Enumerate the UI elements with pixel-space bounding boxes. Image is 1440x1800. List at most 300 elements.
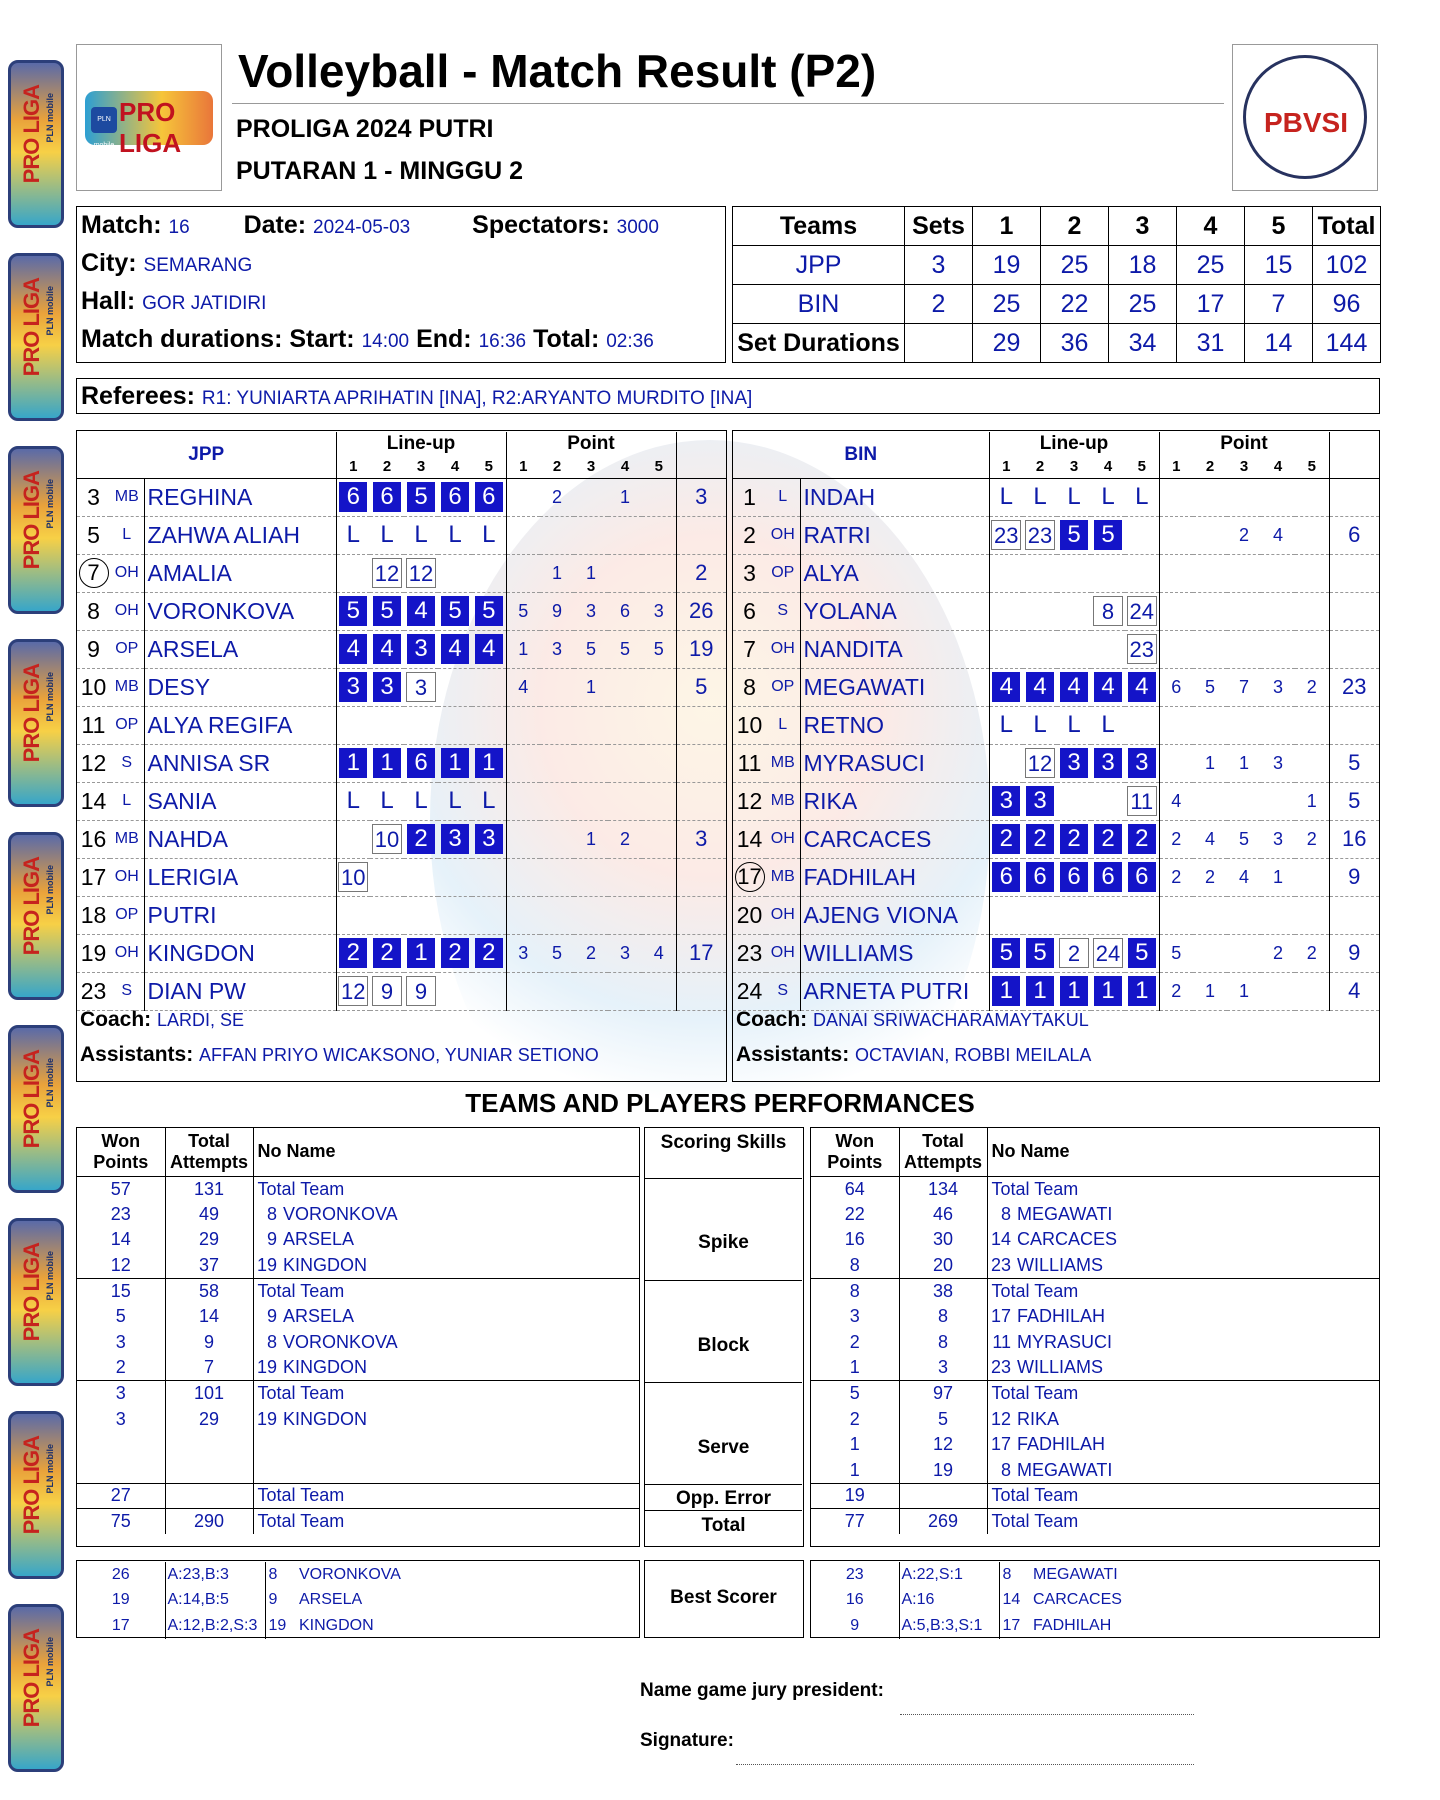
player-row [77, 782, 726, 820]
player-row [77, 592, 726, 630]
total-attempts: 14 [165, 1304, 253, 1330]
lineup-cell [404, 592, 438, 630]
total-attempts [899, 1483, 987, 1509]
durations-label: Match durations: Start: [81, 325, 355, 353]
best-scorer-name: ARSELA [299, 1591, 363, 1609]
perf-player-name: FADHILAH [1017, 1434, 1106, 1455]
lineup-cell [1023, 592, 1057, 630]
lineup-cell [472, 934, 506, 972]
team-b-lineup-table [733, 432, 1379, 1011]
rotation-position: 5 [475, 596, 503, 626]
hall-row [81, 287, 266, 316]
set-points [540, 972, 574, 1010]
pln-mobile-mark: PLN mobile [91, 107, 117, 133]
player-total-points [1329, 554, 1379, 592]
lineup-cell [1023, 516, 1057, 554]
won-points: 3 [77, 1330, 165, 1356]
lineup-cell [404, 478, 438, 516]
best-scorer-number: 19 [268, 1616, 287, 1634]
lineup-cell [472, 744, 506, 782]
lineup-cell [1023, 554, 1057, 592]
set-duration: 144 [1313, 324, 1381, 363]
rotation-position: 5 [1094, 520, 1122, 550]
perf-player-name: KINGDON [283, 1408, 368, 1429]
perf-row [77, 1202, 639, 1228]
set-points: 2 [1227, 516, 1261, 554]
lineup-cell [472, 896, 506, 934]
lineup-cell [1023, 858, 1057, 896]
lineup-cell [370, 934, 404, 972]
lineup-cell [1057, 820, 1091, 858]
lineup-set-number: 2 [370, 456, 404, 478]
point-set-number: 2 [1193, 456, 1227, 478]
set-points [1159, 706, 1193, 744]
total-attempts-header: Total Attempts [899, 1128, 987, 1176]
lineup-set-number: 1 [336, 456, 370, 478]
set-points: 1 [540, 554, 574, 592]
player-number-cell [733, 972, 766, 1010]
player-position: OH [766, 630, 800, 668]
set-points: 3 [506, 934, 540, 972]
player-total-points [676, 782, 726, 820]
set-points [540, 668, 574, 706]
best-scorer-label-box [644, 1560, 804, 1638]
player-number-cell [733, 554, 766, 592]
perf-player-name: WILLIAMS [1017, 1254, 1104, 1275]
signature-line[interactable] [736, 1764, 1194, 1765]
perf-player-name: RIKA [1017, 1408, 1060, 1429]
total-attempts: 20 [899, 1253, 987, 1279]
total-label: Total: [533, 325, 600, 353]
set-points: 4 [642, 934, 676, 972]
libero-mark: L [1033, 483, 1047, 510]
player-number: 6 [743, 597, 756, 624]
perf-player-name: Total Team [253, 1509, 639, 1535]
libero-mark: L [1033, 711, 1047, 738]
player-row [77, 934, 726, 972]
rotation-position: 5 [1060, 520, 1088, 550]
results-cell: 25 [1177, 246, 1245, 285]
rotation-position: 2 [339, 938, 367, 968]
proliga-logo-text: PRO LIGA [119, 97, 182, 158]
won-points: 19 [811, 1483, 899, 1509]
coach-name: DANAI SRIWACHARAMAYTAKUL [813, 1010, 1089, 1030]
lineup-cell [438, 934, 472, 972]
player-number-cell [733, 592, 766, 630]
set-points [1295, 554, 1329, 592]
rotation-position: 2 [441, 938, 469, 968]
player-number: 9 [87, 635, 100, 662]
total-time: 02:36 [606, 331, 654, 352]
player-name: NANDITA [800, 630, 989, 668]
player-total-points [1329, 630, 1379, 668]
proliga-logo [76, 44, 222, 191]
rotation-position: 24 [1127, 596, 1157, 626]
set-points [574, 744, 608, 782]
libero-mark: L [346, 521, 360, 548]
lineup-cell [1125, 668, 1159, 706]
rotation-position: 9 [372, 976, 402, 1006]
libero-mark: L [1101, 483, 1115, 510]
total-attempts: 8 [899, 1330, 987, 1356]
lineup-cell [404, 630, 438, 668]
player-name: ALYA [800, 554, 989, 592]
results-cell: JPP [733, 246, 905, 285]
perf-row [77, 1355, 639, 1381]
lineup-cell [1125, 934, 1159, 972]
set-points: 1 [1261, 858, 1295, 896]
lineup-cell [370, 896, 404, 934]
total-attempts: 7 [165, 1355, 253, 1381]
side-logo-mobile: PLN mobile [45, 1251, 55, 1301]
lineup-cell [1091, 744, 1125, 782]
lineup-cell [370, 592, 404, 630]
results-header: 4 [1177, 207, 1245, 246]
lineup-cell [1057, 858, 1091, 896]
total-attempts: 9 [165, 1330, 253, 1356]
total-attempts: 8 [899, 1304, 987, 1330]
results-cell: 19 [973, 246, 1041, 285]
lineup-cell [404, 858, 438, 896]
perf-player-number: 12 [990, 1408, 1011, 1429]
lineup-cell [1091, 934, 1125, 972]
set-points [506, 744, 540, 782]
perf-row [77, 1227, 639, 1253]
set-points [608, 744, 642, 782]
best-scorer-name: CARCACES [1033, 1591, 1122, 1609]
lineup-set-number: 5 [472, 456, 506, 478]
total-attempts: 37 [165, 1253, 253, 1279]
set-points: 1 [608, 478, 642, 516]
lineup-set-number: 3 [1057, 456, 1091, 478]
rotation-position: 4 [992, 672, 1020, 702]
won-points: 3 [77, 1406, 165, 1432]
results-row-jpp [733, 246, 1381, 285]
best-scorer-breakdown: A:22,S:1 [899, 1562, 999, 1588]
set-points: 2 [540, 478, 574, 516]
player-name: RETNO [800, 706, 989, 744]
perf-row [77, 1406, 639, 1432]
player-total-points: 9 [1329, 858, 1379, 896]
rotation-position: 6 [339, 482, 367, 512]
skill-serve: Serve [697, 1437, 750, 1458]
jury-president-label: Name game jury president: [640, 1680, 884, 1701]
set-points [1227, 706, 1261, 744]
total-attempts: 29 [165, 1406, 253, 1432]
point-set-number: 5 [1295, 456, 1329, 478]
side-logo-text: PRO LIGA [19, 664, 44, 763]
point-set-number: 5 [642, 456, 676, 478]
lineup-cell [1057, 782, 1091, 820]
player-row [733, 706, 1379, 744]
lineup-cell [404, 668, 438, 706]
player-number: 11 [81, 711, 106, 738]
rotation-position: 23 [1025, 520, 1055, 550]
set-points: 4 [1193, 820, 1227, 858]
set-points: 6 [1159, 668, 1193, 706]
player-name: REGHINA [144, 478, 336, 516]
perf-player-number: 17 [990, 1434, 1011, 1455]
player-row [733, 668, 1379, 706]
set-points: 1 [1295, 782, 1329, 820]
side-logo-text: PRO LIGA [19, 1050, 44, 1149]
player-number: 17 [80, 863, 107, 890]
set-points: 2 [1193, 858, 1227, 896]
set-points [506, 516, 540, 554]
lineup-cell [438, 630, 472, 668]
perf-player-number: 11 [992, 1331, 1011, 1352]
perf-player-name: VORONKOVA [283, 1203, 398, 1224]
lineup-header: Line-up [336, 432, 506, 456]
player-name: RIKA [800, 782, 989, 820]
lineup-cell [1091, 820, 1125, 858]
lineup-cell [438, 820, 472, 858]
set-points [1159, 630, 1193, 668]
skills-line [645, 1280, 802, 1281]
perf-player-name: Total Team [253, 1483, 639, 1509]
player-total-points [676, 896, 726, 934]
player-number-cell [733, 516, 766, 554]
perf-player-number: 19 [256, 1408, 277, 1429]
set-points: 2 [1295, 820, 1329, 858]
lineup-set-number: 2 [1023, 456, 1057, 478]
player-name: AJENG VIONA [800, 896, 989, 934]
rotation-position: 1 [407, 938, 435, 968]
lineup-cell [1057, 630, 1091, 668]
best-scorer-row [77, 1588, 639, 1614]
perf-row [811, 1304, 1379, 1330]
player-name: WILLIAMS [800, 934, 989, 972]
rotation-position: 4 [441, 634, 469, 664]
team-b-performance-table [811, 1128, 1379, 1534]
lineup-cell [336, 554, 370, 592]
lineup-cell [404, 706, 438, 744]
skill-block: Block [697, 1335, 750, 1356]
perf-player-name: Total Team [987, 1509, 1379, 1535]
best-scorer-breakdown: A:5,B:3,S:1 [899, 1613, 999, 1639]
lineup-cell [404, 972, 438, 1010]
best-scorer-name: VORONKOVA [299, 1565, 401, 1583]
rotation-position: 12 [372, 558, 402, 588]
player-row [733, 782, 1379, 820]
set-points [1295, 630, 1329, 668]
point-header: Point [506, 432, 676, 456]
total-attempts: 3 [899, 1355, 987, 1381]
player-number: 12 [80, 749, 107, 776]
set-points [1193, 554, 1227, 592]
team-b-best-scorers [811, 1562, 1379, 1639]
side-logo-text: PRO LIGA [19, 1629, 44, 1728]
team-a-performance-table [77, 1128, 639, 1534]
rotation-position: 5 [339, 596, 367, 626]
perf-player-number: 8 [1000, 1203, 1011, 1224]
lineup-cell [1057, 706, 1091, 744]
lineup-cell [336, 592, 370, 630]
lineup-cell [989, 782, 1023, 820]
proliga-side-logo [8, 1604, 64, 1772]
skills-line [645, 1382, 802, 1383]
rotation-position: 1 [339, 748, 367, 778]
perf-player-name [253, 1432, 639, 1458]
set-points: 3 [1261, 668, 1295, 706]
set-points [1193, 896, 1227, 934]
set-points [506, 972, 540, 1010]
set-points: 4 [1261, 516, 1295, 554]
end-time: 16:36 [478, 331, 527, 352]
won-points: 14 [77, 1227, 165, 1253]
proliga-side-logo [8, 446, 64, 614]
won-points: 8 [811, 1278, 899, 1304]
lineup-cell [336, 744, 370, 782]
durations-row [81, 325, 654, 354]
total-attempts [165, 1432, 253, 1458]
lineup-cell [472, 706, 506, 744]
results-header: Sets [905, 207, 973, 246]
set-points [608, 706, 642, 744]
set-points [608, 858, 642, 896]
perf-row [77, 1176, 639, 1202]
player-number: 17 [735, 862, 765, 892]
player-position: OH [110, 554, 144, 592]
perf-player-name: Total Team [253, 1381, 639, 1407]
perf-player-name: MEGAWATI [1017, 1203, 1113, 1224]
player-name: FADHILAH [800, 858, 989, 896]
lineup-cell [989, 972, 1023, 1010]
player-number: 5 [87, 521, 100, 548]
perf-row [811, 1227, 1379, 1253]
player-total-points: 9 [1329, 934, 1379, 972]
set-points: 1 [574, 820, 608, 858]
total-attempts: 19 [899, 1458, 987, 1484]
rotation-position: 4 [1060, 672, 1088, 702]
player-name: VORONKOVA [144, 592, 336, 630]
set-points [1295, 972, 1329, 1010]
rotation-position: 2 [407, 824, 435, 854]
jury-president-line[interactable] [900, 1714, 1194, 1715]
won-points-header: Won Points [811, 1128, 899, 1176]
player-number: 8 [87, 597, 100, 624]
set-points [574, 972, 608, 1010]
set-points: 5 [506, 592, 540, 630]
lineup-cell [1057, 934, 1091, 972]
perf-player-number: 9 [266, 1306, 277, 1327]
lineup-cell [1057, 554, 1091, 592]
proliga-side-logo [8, 832, 64, 1000]
total-attempts: 134 [899, 1176, 987, 1202]
player-position: OH [110, 858, 144, 896]
perf-player-number: 8 [266, 1203, 277, 1224]
lineup-cell [989, 896, 1023, 934]
lineup-cell [1023, 896, 1057, 934]
rotation-position: 10 [338, 862, 368, 892]
rotation-position: 2 [992, 824, 1020, 854]
total-attempts: 5 [899, 1406, 987, 1432]
lineup-cell [370, 744, 404, 782]
coach-label: Coach: [736, 1008, 808, 1031]
player-number-cell [733, 478, 766, 516]
player-number: 10 [736, 711, 763, 738]
player-number: 24 [736, 977, 763, 1004]
player-row [733, 858, 1379, 896]
lineup-cell [370, 858, 404, 896]
player-row [733, 630, 1379, 668]
rotation-position: 3 [441, 824, 469, 854]
set-points [506, 782, 540, 820]
lineup-cell [438, 478, 472, 516]
lineup-cell [1091, 516, 1125, 554]
player-number-cell [77, 554, 110, 592]
set-points: 9 [540, 592, 574, 630]
won-points: 27 [77, 1483, 165, 1509]
won-points: 3 [811, 1304, 899, 1330]
won-points: 23 [77, 1202, 165, 1228]
results-header: 5 [1245, 207, 1313, 246]
won-points: 77 [811, 1509, 899, 1535]
player-number-cell [77, 858, 110, 896]
rotation-position: 5 [1128, 938, 1156, 968]
player-number: 11 [737, 749, 762, 776]
team-name: JPP [77, 432, 336, 478]
libero-mark: L [1067, 711, 1081, 738]
player-total-points [676, 706, 726, 744]
lineup-cell [989, 744, 1023, 782]
set-points [574, 478, 608, 516]
lineup-cell [1023, 630, 1057, 668]
lineup-cell [1057, 592, 1091, 630]
city-label: City: [81, 249, 137, 277]
set-points [1159, 896, 1193, 934]
lineup-cell [370, 706, 404, 744]
set-points [642, 858, 676, 896]
assistants-label: Assistants: [736, 1043, 850, 1066]
rotation-position: 1 [1094, 976, 1122, 1006]
lineup-cell [404, 896, 438, 934]
player-row [733, 934, 1379, 972]
side-logo-text: PRO LIGA [19, 1243, 44, 1342]
perf-player-name: FADHILAH [1017, 1306, 1106, 1327]
set-points: 2 [1261, 934, 1295, 972]
player-total-points [1329, 478, 1379, 516]
set-points [574, 896, 608, 934]
player-row [77, 820, 726, 858]
player-position: MB [766, 782, 800, 820]
assistants-names: OCTAVIAN, ROBBI MEILALA [855, 1045, 1092, 1065]
set-points [642, 478, 676, 516]
skill-opp-error: Opp. Error [675, 1488, 771, 1509]
side-logo-mobile: PLN mobile [45, 479, 55, 529]
set-points [642, 668, 676, 706]
perf-player-name: WILLIAMS [1017, 1357, 1104, 1378]
rotation-position: 6 [475, 482, 503, 512]
rotation-position: 8 [1093, 596, 1123, 626]
lineup-cell [1125, 706, 1159, 744]
results-cell: 96 [1313, 285, 1381, 324]
won-points: 57 [77, 1176, 165, 1202]
player-number-cell [77, 972, 110, 1010]
end-label: End: [416, 325, 472, 353]
set-points [1193, 782, 1227, 820]
set-points [608, 782, 642, 820]
set-points: 5 [608, 630, 642, 668]
lineup-cell [989, 554, 1023, 592]
lineup-cell [1023, 782, 1057, 820]
set-points [608, 972, 642, 1010]
total-attempts: 269 [899, 1509, 987, 1535]
lineup-cell [438, 744, 472, 782]
perf-player-name: ARSELA [283, 1229, 355, 1250]
lineup-cell [1091, 972, 1125, 1010]
set-points [1159, 478, 1193, 516]
